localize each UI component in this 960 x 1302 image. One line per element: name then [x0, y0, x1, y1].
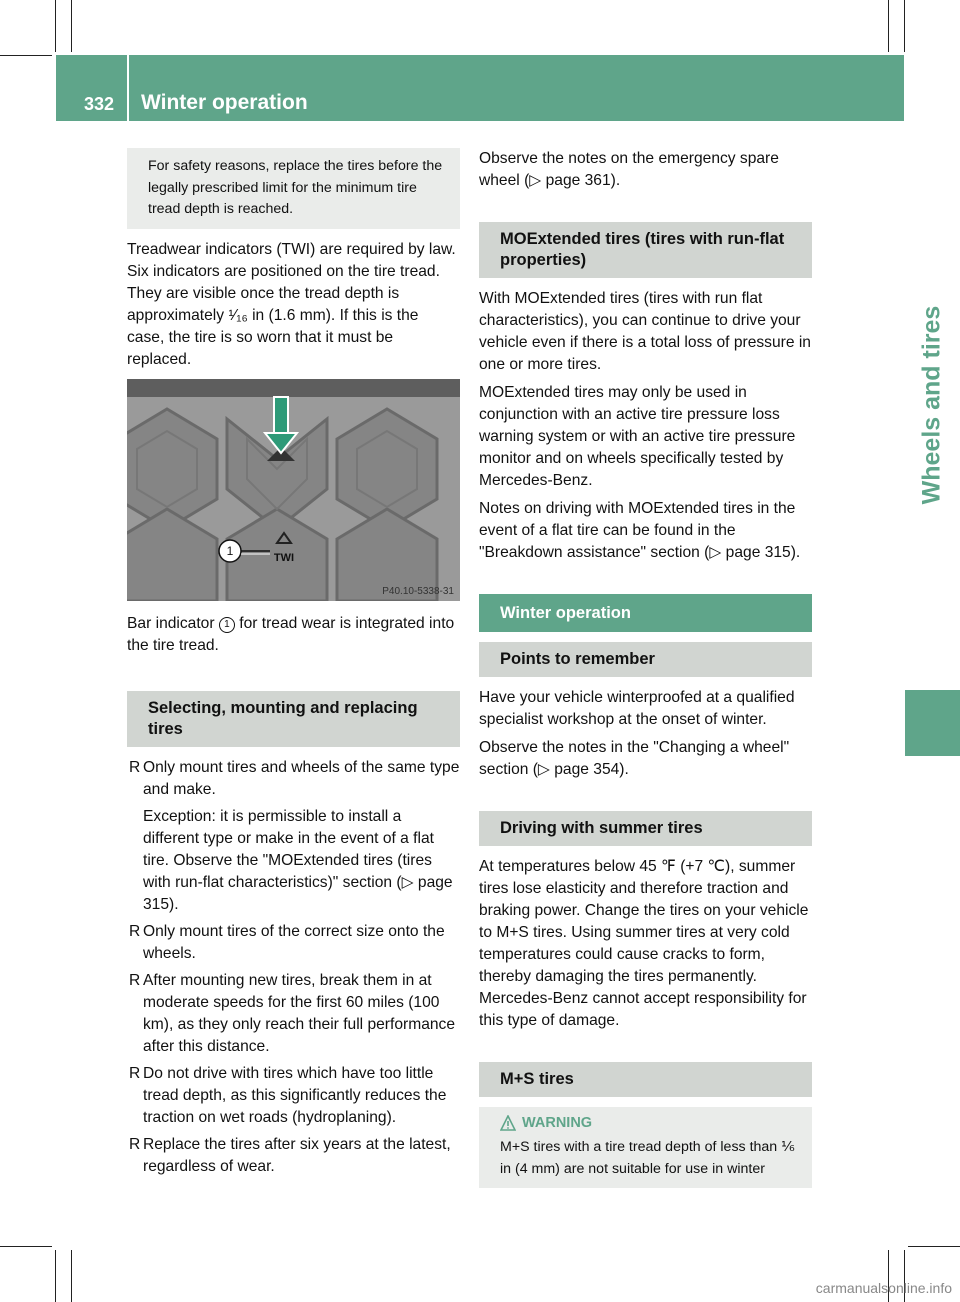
selecting-tires-title: Selecting, mounting and replacing tires — [148, 698, 418, 738]
header-divider — [127, 55, 129, 121]
caption-text: Bar indicator — [127, 614, 215, 632]
warning-triangle-icon — [500, 1115, 516, 1131]
crop-mark — [71, 0, 72, 52]
list-item-text: After mounting new tires, break them in at moderate speeds for the first 60 miles (100 km), as they only reach their full performance after this distance. — [143, 971, 456, 1055]
crop-mark — [55, 0, 56, 52]
list-item-text: Only mount tires of the correct size onto the wheels. — [143, 922, 445, 962]
moextended-p3: Notes on driving with MOExtended tires in the event of a flat tire can be found in the "Breakdown assistance" section (▷ page 315). — [479, 500, 801, 561]
right-column — [479, 148, 812, 1188]
warning-header — [500, 1115, 798, 1131]
section-heading — [479, 811, 812, 846]
bullet-icon: R — [129, 758, 141, 776]
section-heading — [127, 691, 460, 747]
winter-operation-title: Winter operation — [500, 604, 631, 622]
points-title: Points to remember — [500, 650, 655, 668]
warning-label: WARNING — [522, 1115, 593, 1131]
left-column — [127, 148, 460, 1183]
bullet-icon: R — [129, 1064, 141, 1082]
safety-note-text: For safety reasons, replace the tires before the legally prescribed limit for the minimum tire tread depth is reached. — [148, 158, 443, 217]
bullet-icon: R — [129, 971, 141, 989]
bullet-icon: R — [129, 922, 141, 940]
chapter-title: Wheels and tires — [917, 305, 946, 505]
moextended-p1: With MOExtended tires (tires with run flat characteristics), you can continue to drive your vehicle even if there is a total loss of pressure in one or more tires. — [479, 290, 811, 373]
list-item — [127, 1063, 460, 1129]
tire-tread-figure — [127, 379, 460, 601]
page-title: Winter operation — [141, 91, 308, 114]
list-item-text: Do not drive with tires which have too little tread depth, as this significantly reduces the traction on wet roads (hydroplaning). — [143, 1064, 447, 1126]
warning-box — [479, 1107, 812, 1188]
page-number: 332 — [84, 94, 115, 114]
chapter-marker — [905, 690, 960, 756]
chapter-heading — [479, 594, 812, 632]
crop-mark — [55, 1250, 56, 1302]
list-item — [127, 970, 460, 1058]
section-heading — [479, 1062, 812, 1097]
crop-mark — [71, 1250, 72, 1302]
list-item — [127, 757, 460, 916]
figure-callout-1: 1 — [226, 543, 234, 558]
spare-wheel-note: Observe the notes on the emergency spare wheel (▷ page 361). — [479, 150, 779, 189]
list-item-text: Replace the tires after six years at the latest, regardless of wear. — [143, 1135, 451, 1175]
twi-intro: Treadwear indicators (TWI) are required by law. Six indicators are positioned on the tire tread. They are visible once the tread depth is approximately ¹⁄₁₆ in (1.6 mm). If this is the case, the tire is so worn that it must be replaced. — [127, 240, 456, 368]
crop-mark — [0, 1246, 52, 1247]
summer-tires-title: Driving with summer tires — [500, 819, 703, 837]
ms-tires-title: M+S tires — [500, 1070, 574, 1088]
points-p2: Observe the notes in the "Changing a wheel" section (▷ page 354). — [479, 739, 790, 778]
list-item — [127, 1134, 460, 1178]
warning-text: M+S tires with a tire tread depth of less than ⅙ in (4 mm) are not suitable for use in winter — [500, 1139, 795, 1177]
summer-tires-text: At temperatures below 45 ℉ (+7 ℃), summer tires lose elasticity and therefore traction and braking power. Change the tires on your vehicle to M+S tires. Using summer tires at very cold temperatures could cause cracks to form, thereby damaging the tires permanently. Mercedes-Benz cannot accept responsibility for this type of damage. — [479, 858, 809, 1029]
list-item-text: Only mount tires and wheels of the same type and make. — [143, 758, 460, 798]
moextended-p2: MOExtended tires may only be used in conjunction with an active tire pressure loss warning system or with an active tire pressure monitor and on wheels specifically tested by Mercedes-Benz. — [479, 384, 796, 489]
crop-mark — [904, 0, 905, 52]
callout-ref-icon: 1 — [219, 617, 235, 633]
bullet-icon: R — [129, 1135, 141, 1153]
crop-mark — [888, 0, 889, 52]
tire-tread-illustration — [127, 379, 460, 601]
points-p1: Have your vehicle winterproofed at a qualified specialist workshop at the onset of winter. — [479, 689, 795, 728]
list-item-extra: Exception: it is permissible to install a different type or make in the event of a flat tire. Observe the "MOExtended tires (tires with run-flat characteristics)" section (▷ page 315). — [143, 807, 453, 913]
section-heading — [479, 642, 812, 677]
list-item — [127, 921, 460, 965]
figure-code: P40.10-5338-31 — [382, 585, 454, 597]
tire-rules-list — [127, 757, 460, 1178]
moextended-title: MOExtended tires (tires with run-flat properties) — [500, 230, 785, 269]
caption-text-end: for tread wear is integrated into the tire tread. — [127, 614, 455, 654]
safety-note — [127, 148, 460, 229]
figure-caption — [127, 613, 460, 657]
crop-mark — [908, 1246, 960, 1247]
twi-label: TWI — [273, 551, 295, 564]
crop-mark — [0, 55, 52, 56]
watermark: carmanualsonline.info — [815, 1280, 952, 1296]
section-heading — [479, 222, 812, 278]
